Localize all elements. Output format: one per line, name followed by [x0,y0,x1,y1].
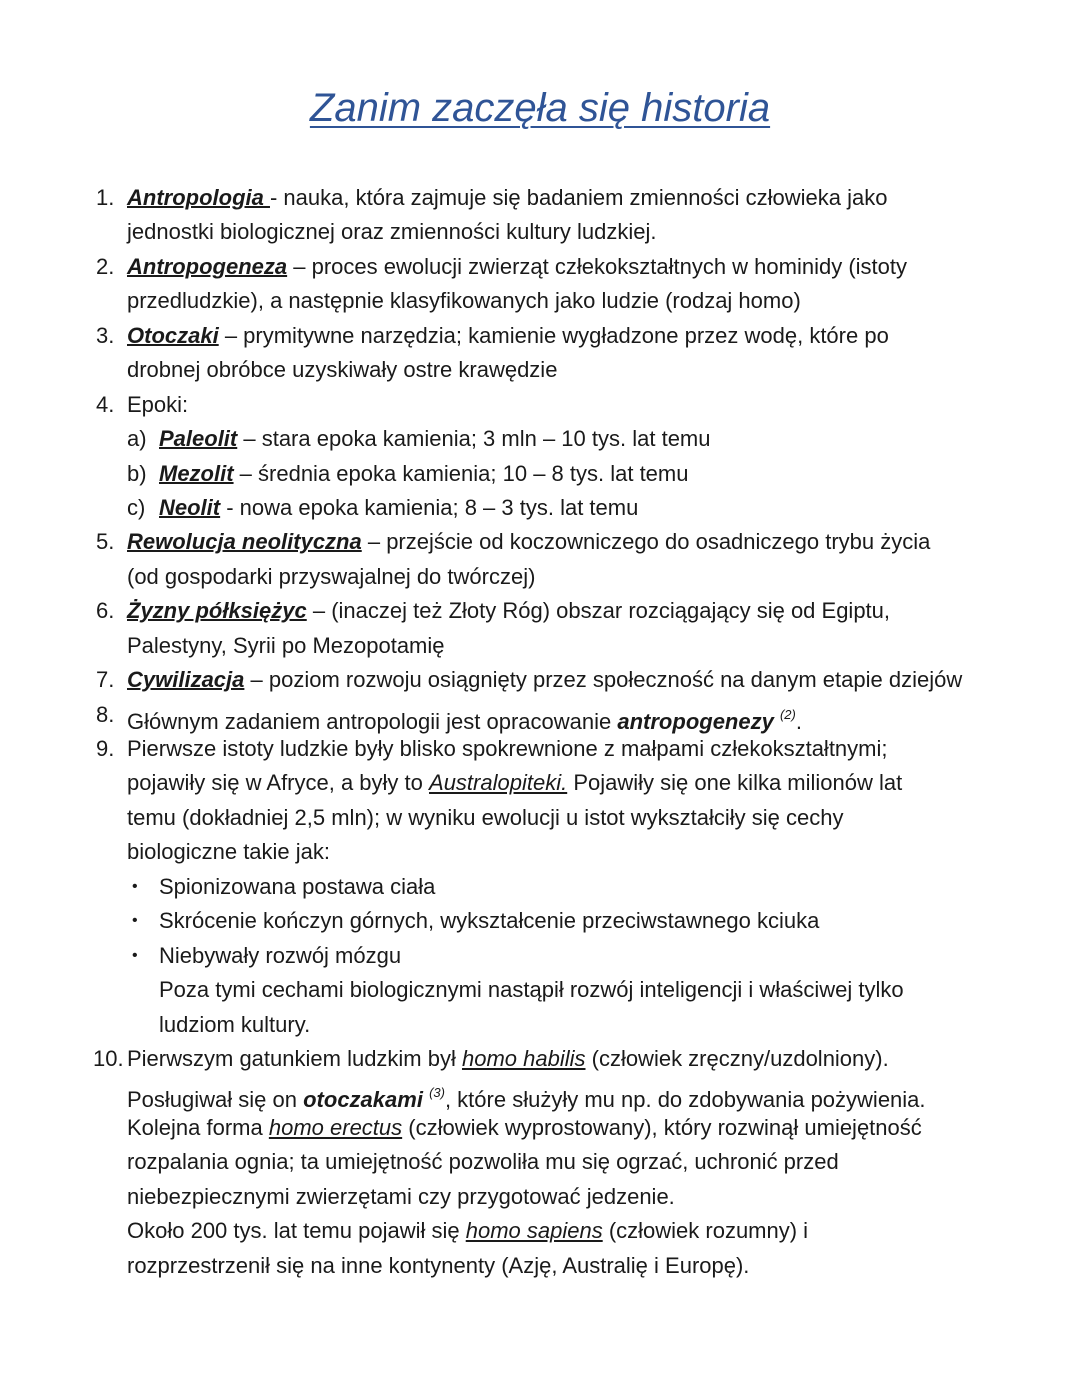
item-number: 1. [96,185,115,210]
line-text [127,181,888,215]
line-text [127,525,930,559]
term: Rewolucja neolityczna [127,529,362,555]
text-segment: przedludzkie), a następnie klasyfikowanych jako ludzie (rodzaj homo) [127,288,801,314]
term: Otoczaki [127,322,219,348]
text-segment: niebezpiecznymi zwierzętami czy przygotować jedzenie. [127,1183,675,1209]
line-text [159,973,904,1007]
text-segment: Spionizowana postawa ciała [159,873,436,899]
text-segment: Pierwsze istoty ludzkie były blisko spokrewnione z małpami człekokształtnymi; [127,736,888,761]
item-number: 6. [96,598,115,624]
list-item-line [0,457,1080,491]
line-text [127,766,902,800]
list-item [0,525,1080,559]
line-text [127,1249,749,1283]
text-segment: (człowiek zręczny/uzdolniony). [585,1045,889,1071]
line-text [127,1145,839,1179]
item-number: 2. [96,253,115,279]
text-segment: , które służyły mu np. do zdobywania pożywienia. [444,1087,926,1113]
sub-item-letter: a) [127,426,147,452]
sub-item-letter: b) [127,460,147,486]
text-segment: (człowiek wyprostowany), który rozwinął umiejętność [402,1114,922,1140]
item-number: 5. [96,529,115,555]
text-segment: Epoki: [127,391,189,417]
list-item-line [0,284,1080,318]
list-item-line [0,422,1080,456]
term: Mezolit [159,460,234,486]
text-segment: – proces ewolucji zwierząt człekokształtnych w hominidy (istoty [287,253,908,279]
text-segment: rozpalania ognia; ta umiejętność pozwoliła mu się ogrzać, uchronić przed [127,1149,839,1175]
line-text [127,1214,808,1248]
list-item [0,1042,1080,1076]
line-text [127,1111,922,1145]
text-segment: drobnej obróbce uzyskiwały ostre krawędzie [127,357,558,383]
text-segment: temu (dokładniej 2,5 mln); w wyniku ewolucji u istot wykształciły się cechy [127,804,844,830]
text-segment: – przejście od koczowniczego do osadniczego trybu życia [361,529,931,555]
bullet-icon: • [132,877,138,895]
line-text [127,353,557,387]
list-item [0,388,1080,422]
emphasis: otoczakami [303,1087,423,1113]
list-item-line [0,939,1080,973]
emphasis: Australopiteki. [429,770,568,796]
line-text [127,663,962,697]
line-text [127,732,888,766]
text-segment: Palestyny, Syrii po Mezopotamię [127,632,445,658]
text-segment: rozprzestrzenił się na inne kontynenty (Azję, Australię i Europę). [127,1252,750,1278]
text-segment: Kolejna forma [127,1114,269,1140]
line-text [127,594,890,628]
list-item-line [0,215,1080,249]
emphasis: homo habilis [461,1045,586,1071]
item-number: 3. [96,322,115,348]
text-segment: Pierwszym gatunkiem ludzkim był [127,1045,462,1071]
text-segment: Głównym zadaniem antropologii jest opracowanie [127,708,618,734]
list-item-line [0,1145,1080,1179]
line-text [159,870,435,904]
text-segment: Posługiwał się on [127,1087,304,1113]
list-item-line [0,1249,1080,1283]
list-item-line [0,1111,1080,1145]
text-segment: – średnia epoka kamienia; 10 – 8 tys. lat temu [233,460,689,486]
item-number: 9. [96,736,115,761]
item-number: 10. [93,1045,124,1071]
text-segment: - nauka, która zajmuje się badaniem zmienności człowieka jako [269,185,888,210]
line-text [127,215,656,249]
line-text [127,1180,675,1214]
text-segment: Niebywały rozwój mózgu [159,942,402,968]
line-text [127,835,330,869]
term: Cywilizacja [127,667,245,693]
text-segment: (człowiek rozumny) i [602,1218,809,1244]
term: Paleolit [159,426,238,452]
bullet-icon: • [132,946,138,964]
text-segment: (od gospodarki przyswajalnej do twórczej) [127,563,536,589]
list-item [0,181,1080,215]
text-segment: – (inaczej też Złoty Róg) obszar rozciągający się od Egiptu, [306,598,891,624]
line-text [127,629,445,663]
line-text [127,284,801,318]
line-text [159,904,819,938]
item-number: 8. [96,701,115,727]
term: Żyzny półksiężyc [127,598,307,624]
list-item [0,250,1080,284]
list-item-line [0,353,1080,387]
list-item-line [0,766,1080,800]
line-text [127,801,843,835]
page-title: Zanim zaczęła się historia [309,86,771,130]
list-item-line [0,491,1080,525]
list-item [0,594,1080,628]
line-text [127,250,907,284]
text-segment: Około 200 tys. lat temu pojawił się [127,1218,466,1244]
line-text [127,560,535,594]
term: Neolit [159,494,221,520]
list-item-line [0,801,1080,835]
line-text [159,491,638,525]
term: Antropogeneza [127,253,288,279]
list-item [0,319,1080,353]
term: Antropologia [127,185,270,210]
text-segment: pojawiły się w Afryce, a były to [127,770,430,796]
line-text [159,457,688,491]
line-text [127,1042,889,1076]
list-item-line [0,1180,1080,1214]
emphasis: antropogenezy [617,708,774,734]
list-item-line [0,629,1080,663]
text-segment: – stara epoka kamienia; 3 mln – 10 tys. lat temu [237,426,711,452]
list-item-line [0,904,1080,938]
list-item-line [0,835,1080,869]
text-segment: . [795,708,802,734]
bullet-icon: • [132,912,138,930]
sub-item-letter: c) [127,494,146,520]
item-number: 4. [96,391,115,417]
list-item-line [0,1008,1080,1042]
line-text [159,1008,310,1042]
line-text [159,939,401,973]
text-segment: ludziom kultury. [159,1011,311,1037]
text-segment: jednostki biologicznej oraz zmienności kultury ludzkiej. [127,219,657,245]
text-segment: Poza tymi cechami biologicznymi nastąpił rozwój inteligencji i właściwej tylko [159,977,904,1003]
list-item-line [0,1076,1080,1113]
list-item-line [0,560,1080,594]
text-segment: - nowa epoka kamienia; 8 – 3 tys. lat temu [220,494,639,520]
list-item-line [0,973,1080,1007]
item-number: 7. [96,667,115,693]
list-item [0,698,1080,732]
line-text [127,388,188,422]
text-segment: Pojawiły się one kilka milionów lat [567,770,903,796]
text-segment: – prymitywne narzędzia; kamienie wygładzone przez wodę, które po [218,322,889,348]
line-text [127,319,889,353]
text-segment: – poziom rozwoju osiągnięty przez społeczność na danym etapie dziejów [244,667,963,693]
notes-list [0,181,1080,1283]
emphasis: homo erectus [268,1114,403,1140]
text-segment: Skrócenie kończyn górnych, wykształcenie przeciwstawnego kciuka [159,908,820,934]
line-text [159,422,711,456]
list-item [0,663,1080,697]
text-segment: biologiczne takie jak: [127,839,331,865]
footnote-ref: (3) [429,1085,445,1101]
footnote-ref: (2) [779,706,796,722]
list-item [0,732,1080,766]
list-item-line [0,1214,1080,1248]
list-item-line [0,870,1080,904]
emphasis: homo sapiens [465,1218,603,1244]
